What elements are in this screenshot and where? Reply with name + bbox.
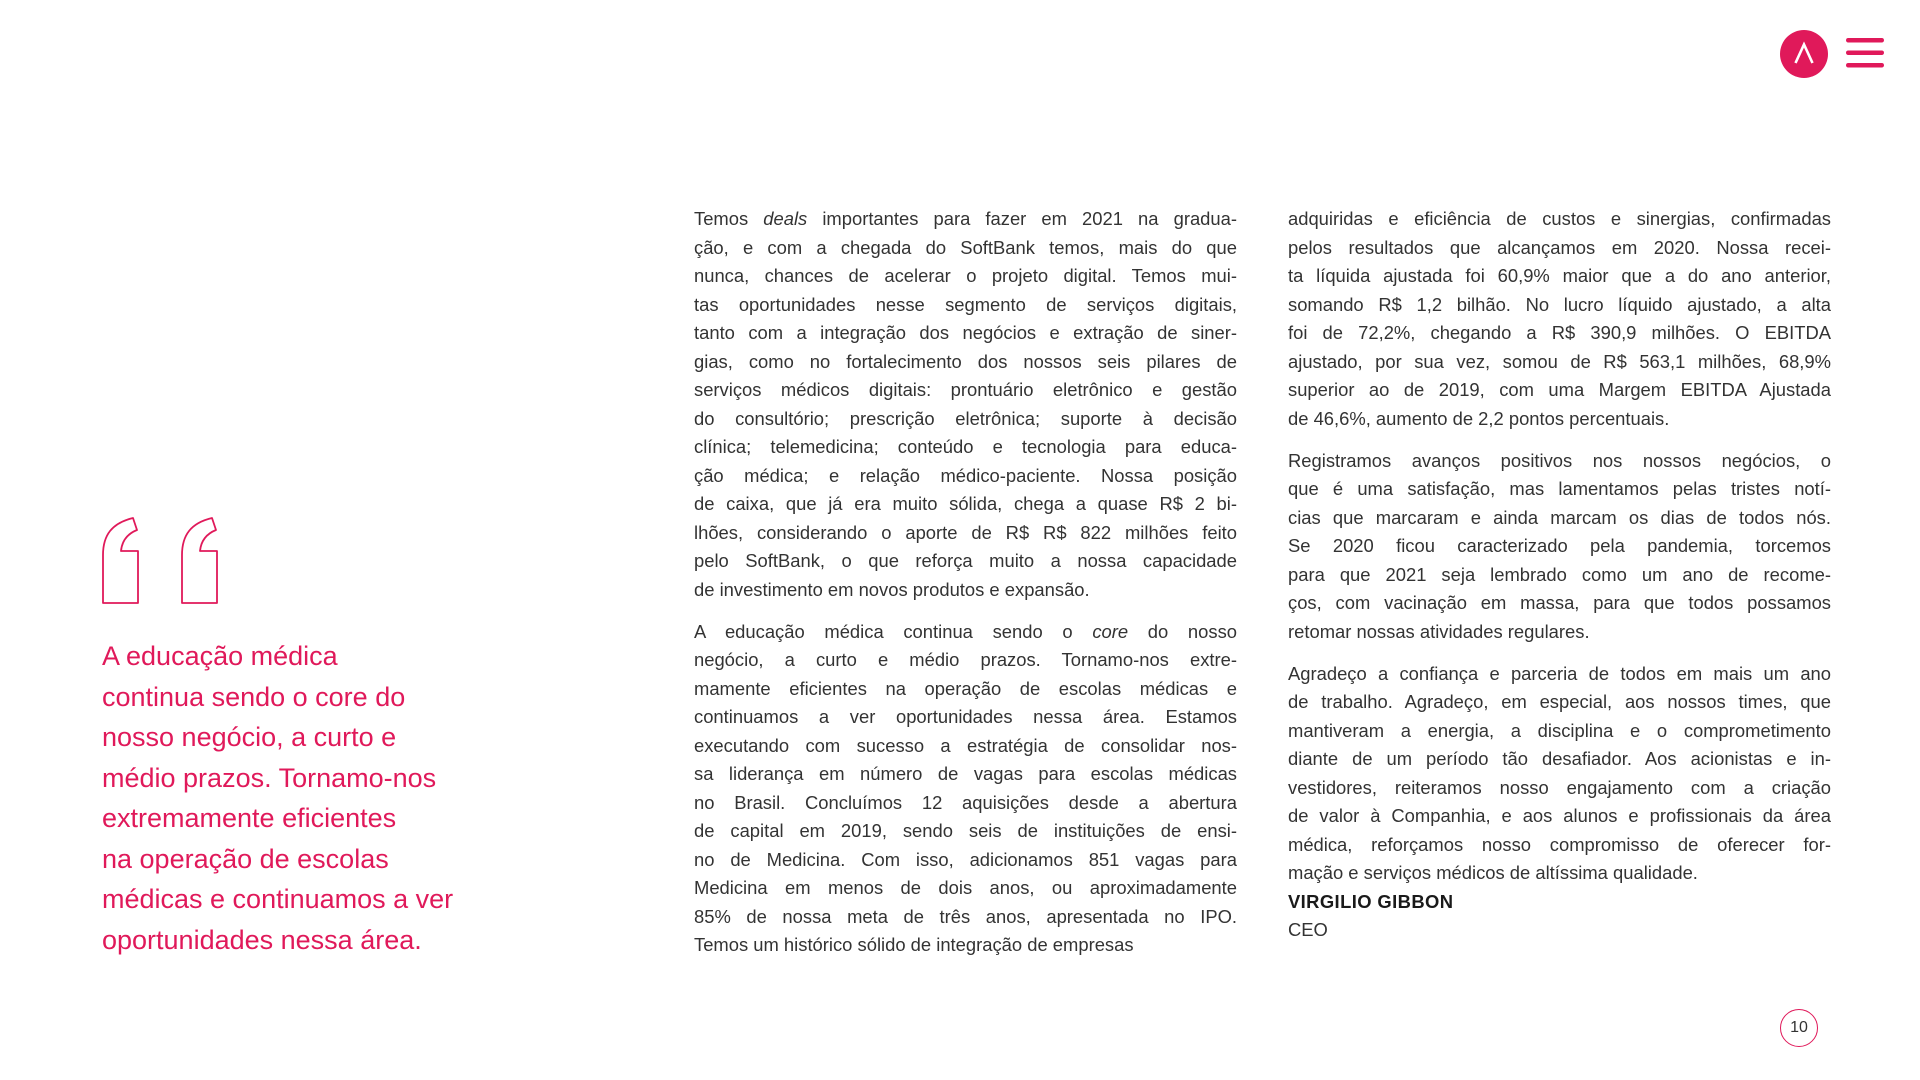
text-line: Registramos avanços positivos nos nossos negócios, o: [1288, 449, 1831, 471]
text-line: 85% de nossa meta de três anos, apresentada no IPO.: [694, 905, 1237, 927]
text-line: que é uma satisfação, mas lamentamos pelas tristes notí-: [1288, 478, 1831, 499]
text-line: ços, com vacinação em massa, para que todos possamos: [1288, 592, 1831, 613]
pull-quote-line: oportunidades nessa área.: [102, 924, 422, 955]
text-line: de investimento em novos produtos e expansão.: [694, 578, 1090, 600]
open-quote-icon: [100, 515, 222, 605]
text-line: de capital em 2019, sendo seis de instituições de ensi-: [694, 820, 1237, 841]
text-line: vestidores, reiteramos nosso engajamento com a criação: [1288, 776, 1831, 798]
text-line: executando com sucesso a estratégia de consolidar nos-: [694, 734, 1237, 756]
text-line: cias que marcaram e ainda marcam os dias de todos nós.: [1288, 506, 1831, 528]
paragraph-medical-education: [694, 618, 1237, 960]
afya-logo-icon[interactable]: [1780, 30, 1828, 78]
text-line: pelo SoftBank, o que reforça muito a nossa capacidade: [694, 550, 1237, 571]
text-line: superior ao de 2019, com uma Margem EBITDA Ajustada: [1288, 379, 1831, 400]
text-line: negócio, a curto e médio prazos. Tornamo-nos extre-: [694, 649, 1237, 670]
text-line: tanto com a integração dos negócios e extração de siner-: [694, 322, 1237, 343]
pull-quote-line: na operação de escolas: [102, 843, 389, 874]
text-line: pelos resultados que alcançamos em 2020. Nossa recei-: [1288, 236, 1831, 258]
body-column-1: [694, 205, 1237, 973]
hamburger-menu-icon[interactable]: [1846, 36, 1884, 70]
text-line: de trabalho. Agradeço, em especial, aos nossos times, que: [1288, 691, 1831, 712]
text-line: ção médica; e relação médico-paciente. Nossa posição: [694, 464, 1237, 486]
text-line: gias, como no fortalecimento dos nossos seis pilares de: [694, 350, 1237, 372]
text-line: Medicina em menos de dois anos, ou aproximadamente: [694, 877, 1237, 898]
text-line: de valor à Companhia, e aos alunos e profissionais da área: [1288, 805, 1831, 826]
text-line: Se 2020 ficou caracterizado pela pandemia, torcemos: [1288, 535, 1831, 556]
pull-quote-line: médicas e continuamos a ver: [102, 884, 454, 914]
text-line: continuamos a ver oportunidades nessa área. Estamos: [694, 706, 1237, 727]
paragraph-results: [1288, 205, 1831, 433]
text-line: Agradeço a confiança e parceria de todos em mais um ano: [1288, 662, 1831, 684]
text-line: A educação médica continua sendo o core do nosso: [694, 620, 1238, 642]
text-line: ção, e com a chegada do SoftBank temos, mais do que: [694, 236, 1237, 258]
text-line: serviços médicos digitais: prontuário eletrônico e gestão: [694, 379, 1237, 400]
text-line: ajustado, por sua vez, somou de R$ 563,1 milhões, 68,9%: [1288, 350, 1831, 372]
text-line: no de Medicina. Com isso, adicionamos 851 vagas para: [694, 848, 1237, 870]
text-line: Temos deals importantes para fazer em 2021 na gradua-: [694, 208, 1237, 229]
text-line: nunca, chances de acelerar o projeto digital. Temos mui-: [694, 265, 1237, 286]
text-line: Temos um histórico sólido de integração de empresas: [694, 934, 1134, 955]
text-line: mação e serviços médicos de altíssima qualidade.: [1288, 862, 1698, 883]
body-column-2: [1288, 205, 1831, 945]
text-line: do consultório; prescrição eletrônica; suporte à decisão: [694, 407, 1237, 429]
text-line: somando R$ 1,2 bilhão. No lucro líquido ajustado, a alta: [1288, 293, 1831, 315]
text-line: sa liderança em número de vagas para escolas médicas: [694, 763, 1237, 784]
pull-quote-line: nosso negócio, a curto e: [102, 722, 397, 752]
paragraph-deals: [694, 205, 1237, 604]
pull-quote-line: A educação médica: [102, 641, 338, 671]
text-line: ta líquida ajustada foi 60,9% maior que a do ano anterior,: [1288, 265, 1831, 286]
pull-quote-line: extremamente eficientes: [102, 803, 397, 833]
text-line: retomar nossas atividades regulares.: [1288, 620, 1590, 642]
signature-title: CEO: [1288, 919, 1328, 940]
paragraph-thanks: [1288, 660, 1831, 888]
pull-quote-line: continua sendo o core do: [102, 681, 406, 712]
text-line: no Brasil. Concluímos 12 aquisições desde a abertura: [694, 791, 1237, 813]
paragraph-advances: [1288, 447, 1831, 647]
text-line: mamente eficientes na operação de escolas médicas e: [694, 677, 1237, 699]
text-line: adquiridas e eficiência de custos e sinergias, confirmadas: [1288, 208, 1831, 229]
text-line: médica, reforçamos nosso compromisso de oferecer for-: [1288, 833, 1831, 855]
text-line: foi de 72,2%, chegando a R$ 390,9 milhões. O EBITDA: [1288, 322, 1831, 343]
text-line: de caixa, que já era muito sólida, chega a quase R$ 2 bi-: [694, 493, 1237, 514]
pull-quote-line: médio prazos. Tornamo-nos: [102, 762, 437, 793]
text-line: tas oportunidades nesse segmento de serviços digitais,: [694, 293, 1237, 315]
text-line: de 46,6%, aumento de 2,2 pontos percentuais.: [1288, 407, 1670, 429]
text-line: clínica; telemedicina; conteúdo e tecnologia para educa-: [694, 436, 1237, 457]
text-line: mantiveram a energia, a disciplina e o comprometimento: [1288, 719, 1831, 741]
pull-quote: [102, 636, 522, 960]
text-line: diante de um período tão desafiador. Aos acionistas e in-: [1288, 748, 1831, 769]
signature-name: VIRGILIO GIBBON: [1288, 890, 1454, 912]
text-line: lhões, considerando o aporte de R$ R$ 822 milhões feito: [694, 521, 1237, 543]
text-line: para que 2021 seja lembrado como um ano de recome-: [1288, 563, 1831, 585]
page-number: 10: [1780, 1009, 1818, 1047]
